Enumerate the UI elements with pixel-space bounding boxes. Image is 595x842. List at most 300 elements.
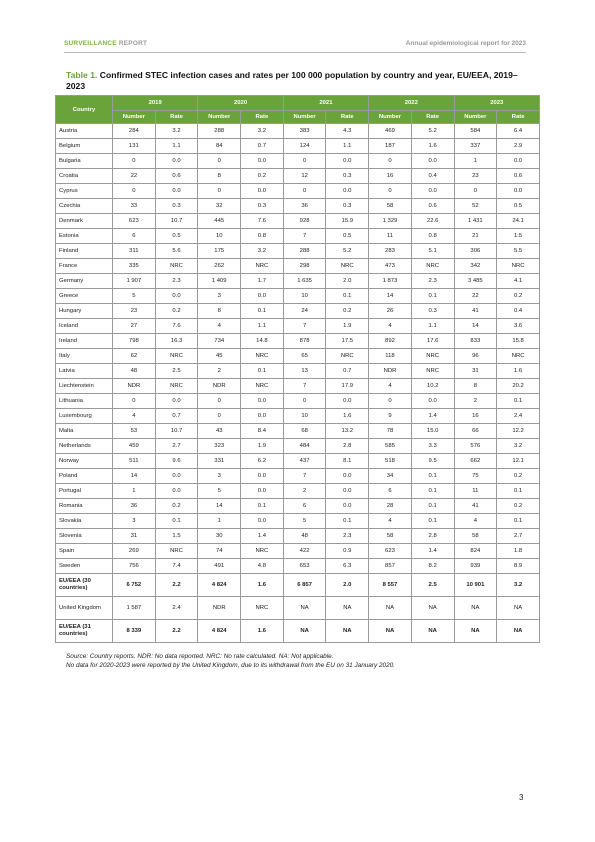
table-row: [56, 484, 540, 499]
rate-cell: 0.0: [155, 394, 198, 409]
number-cell: 1 409: [198, 274, 241, 289]
number-cell: 335: [113, 259, 156, 274]
rate-cell: 5.6: [155, 244, 198, 259]
rate-cell: 0.1: [155, 514, 198, 529]
number-cell: 306: [454, 244, 497, 259]
number-cell: 65: [283, 349, 326, 364]
table-row: [56, 199, 540, 214]
country-cell: EU/EEA (30 countries): [56, 574, 113, 597]
rate-cell: 1.1: [326, 139, 369, 154]
number-cell: 12: [283, 169, 326, 184]
rate-cell: 0.0: [155, 154, 198, 169]
number-cell: 576: [454, 439, 497, 454]
number-cell: 22: [454, 289, 497, 304]
number-cell: 518: [369, 454, 412, 469]
number-cell: 0: [369, 184, 412, 199]
rate-cell: NRC: [155, 544, 198, 559]
number-cell: 7: [283, 469, 326, 484]
rate-cell: 0.1: [497, 514, 540, 529]
number-cell: 298: [283, 259, 326, 274]
country-cell: EU/EEA (31 countries): [56, 620, 113, 643]
country-cell: Slovakia: [56, 514, 113, 529]
number-cell: 62: [113, 349, 156, 364]
number-cell: NA: [283, 620, 326, 643]
number-cell: 68: [283, 424, 326, 439]
table-row: [56, 184, 540, 199]
number-cell: 323: [198, 439, 241, 454]
number-cell: 4: [198, 319, 241, 334]
table-row: [56, 514, 540, 529]
total-row: [56, 574, 540, 597]
number-cell: 469: [369, 124, 412, 139]
rate-cell: 0.0: [497, 154, 540, 169]
rate-cell: 6.3: [326, 559, 369, 574]
table-caption-label: Table 1.: [66, 70, 98, 80]
country-cell: Portugal: [56, 484, 113, 499]
total-row: [56, 620, 540, 643]
rate-column-header: Rate: [497, 111, 540, 124]
country-cell: Hungary: [56, 304, 113, 319]
number-cell: 1 329: [369, 214, 412, 229]
number-cell: 653: [283, 559, 326, 574]
number-cell: 31: [454, 364, 497, 379]
number-cell: 58: [454, 529, 497, 544]
number-cell: 14: [198, 499, 241, 514]
rate-cell: 1.4: [411, 544, 454, 559]
rate-cell: 1.4: [411, 409, 454, 424]
rate-cell: 0.0: [155, 484, 198, 499]
number-cell: 4: [454, 514, 497, 529]
rate-cell: 0.2: [241, 169, 284, 184]
rate-cell: 0.0: [411, 394, 454, 409]
rate-cell: 0.1: [497, 484, 540, 499]
number-cell: NDR: [198, 379, 241, 394]
country-column-header: Country: [56, 96, 113, 124]
rate-cell: 13.2: [326, 424, 369, 439]
number-cell: 337: [454, 139, 497, 154]
number-cell: 734: [198, 334, 241, 349]
number-cell: 27: [113, 319, 156, 334]
rate-cell: NRC: [326, 349, 369, 364]
rate-cell: 0.1: [326, 289, 369, 304]
number-cell: 84: [198, 139, 241, 154]
rate-column-header: Rate: [326, 111, 369, 124]
number-cell: 585: [369, 439, 412, 454]
country-cell: Denmark: [56, 214, 113, 229]
number-cell: 4 824: [198, 620, 241, 643]
rate-column-header: Rate: [411, 111, 454, 124]
rate-cell: NRC: [241, 349, 284, 364]
rate-cell: 3.3: [411, 439, 454, 454]
table-row: [56, 274, 540, 289]
country-cell: Slovenia: [56, 529, 113, 544]
number-cell: 3: [198, 289, 241, 304]
rate-cell: 9.5: [411, 454, 454, 469]
number-cell: 74: [198, 544, 241, 559]
number-cell: 0: [113, 154, 156, 169]
rate-cell: NRC: [241, 544, 284, 559]
rate-cell: 0.4: [497, 304, 540, 319]
rate-cell: 0.0: [326, 154, 369, 169]
table-row: [56, 214, 540, 229]
year-header: 2019: [113, 96, 198, 111]
number-cell: 288: [283, 244, 326, 259]
rate-cell: 0.5: [497, 199, 540, 214]
rate-cell: 1.6: [241, 574, 284, 597]
rate-cell: 1.1: [241, 319, 284, 334]
number-cell: 28: [369, 499, 412, 514]
rate-cell: 1.6: [326, 409, 369, 424]
rate-cell: 0.0: [155, 289, 198, 304]
rate-cell: 0.5: [326, 229, 369, 244]
number-column-header: Number: [113, 111, 156, 124]
rate-cell: 0.9: [326, 544, 369, 559]
table-row: [56, 349, 540, 364]
number-cell: 0: [369, 394, 412, 409]
rate-cell: 0.0: [241, 394, 284, 409]
country-cell: Sweden: [56, 559, 113, 574]
rate-cell: 0.0: [326, 469, 369, 484]
number-cell: 1 873: [369, 274, 412, 289]
rate-cell: 0.8: [241, 229, 284, 244]
number-cell: 32: [198, 199, 241, 214]
table-notes: [66, 652, 546, 670]
table-row: [56, 454, 540, 469]
country-cell: Romania: [56, 499, 113, 514]
number-cell: 857: [369, 559, 412, 574]
rate-cell: 0.0: [241, 154, 284, 169]
rate-cell: 6.2: [241, 454, 284, 469]
table-row: [56, 469, 540, 484]
rate-cell: 15.9: [326, 214, 369, 229]
number-cell: 45: [198, 349, 241, 364]
number-cell: 262: [198, 259, 241, 274]
number-cell: 13: [283, 364, 326, 379]
report-title-header: Annual epidemiological report for 2023: [405, 40, 526, 47]
rate-cell: 2.5: [411, 574, 454, 597]
rate-cell: 0.7: [155, 409, 198, 424]
rate-cell: 2.7: [155, 439, 198, 454]
rate-cell: NRC: [497, 349, 540, 364]
rate-cell: 5.5: [497, 244, 540, 259]
table-row: [56, 259, 540, 274]
rate-cell: 1.1: [155, 139, 198, 154]
country-cell: Malta: [56, 424, 113, 439]
rate-cell: 2.7: [497, 529, 540, 544]
number-cell: 21: [454, 229, 497, 244]
rate-cell: NA: [411, 620, 454, 643]
country-cell: Latvia: [56, 364, 113, 379]
number-cell: 6 857: [283, 574, 326, 597]
rate-cell: 3.2: [155, 124, 198, 139]
rate-cell: 2.8: [326, 439, 369, 454]
number-column-header: Number: [369, 111, 412, 124]
rate-cell: 0.6: [155, 169, 198, 184]
number-cell: 511: [113, 454, 156, 469]
country-cell: Belgium: [56, 139, 113, 154]
table-caption: [66, 70, 536, 91]
number-cell: 5: [283, 514, 326, 529]
rate-cell: 0.0: [241, 514, 284, 529]
rate-cell: NRC: [411, 349, 454, 364]
number-cell: NA: [369, 620, 412, 643]
number-cell: 4: [113, 409, 156, 424]
rate-cell: 2.8: [411, 529, 454, 544]
number-cell: 0: [198, 394, 241, 409]
number-cell: 16: [369, 169, 412, 184]
number-cell: 1 431: [454, 214, 497, 229]
rate-cell: 0.7: [241, 139, 284, 154]
rate-cell: 1.1: [411, 319, 454, 334]
rate-cell: 5.2: [411, 124, 454, 139]
number-cell: 23: [454, 169, 497, 184]
rate-cell: 0.0: [326, 499, 369, 514]
rate-cell: NRC: [241, 259, 284, 274]
number-cell: 187: [369, 139, 412, 154]
rate-cell: 0.1: [411, 514, 454, 529]
rate-cell: 17.5: [326, 334, 369, 349]
rate-cell: 0.0: [155, 469, 198, 484]
rate-cell: 0.0: [155, 184, 198, 199]
number-cell: 0: [113, 394, 156, 409]
country-cell: Poland: [56, 469, 113, 484]
number-cell: 7: [283, 229, 326, 244]
table-row: [56, 289, 540, 304]
rate-cell: 3.2: [497, 439, 540, 454]
rate-cell: 0.0: [241, 409, 284, 424]
country-cell: Luxembourg: [56, 409, 113, 424]
number-cell: 8: [198, 169, 241, 184]
rate-cell: 20.2: [497, 379, 540, 394]
number-cell: 8: [198, 304, 241, 319]
table-row: [56, 154, 540, 169]
number-cell: 824: [454, 544, 497, 559]
rate-cell: 1.4: [241, 529, 284, 544]
number-cell: 7: [283, 319, 326, 334]
country-cell: France: [56, 259, 113, 274]
country-cell: Liechtenstein: [56, 379, 113, 394]
number-cell: 48: [113, 364, 156, 379]
country-cell: Italy: [56, 349, 113, 364]
number-cell: 2: [454, 394, 497, 409]
number-cell: 34: [369, 469, 412, 484]
number-cell: 0: [369, 154, 412, 169]
rate-cell: 16.3: [155, 334, 198, 349]
number-cell: 798: [113, 334, 156, 349]
rate-cell: 22.6: [411, 214, 454, 229]
number-cell: 342: [454, 259, 497, 274]
rate-cell: 0.2: [326, 304, 369, 319]
rate-cell: 7.6: [241, 214, 284, 229]
rate-cell: 7.4: [155, 559, 198, 574]
rate-cell: 15.8: [497, 334, 540, 349]
number-cell: 26: [369, 304, 412, 319]
country-cell: Ireland: [56, 334, 113, 349]
rate-cell: 0.2: [155, 499, 198, 514]
country-cell: Cyprus: [56, 184, 113, 199]
number-cell: 8 557: [369, 574, 412, 597]
number-cell: NA: [454, 597, 497, 620]
rate-cell: 2.3: [326, 529, 369, 544]
rate-cell: NA: [326, 620, 369, 643]
table-row: [56, 139, 540, 154]
table-row: [56, 124, 540, 139]
number-cell: 939: [454, 559, 497, 574]
rate-cell: 0.3: [326, 199, 369, 214]
rate-cell: 4.1: [497, 274, 540, 289]
number-cell: 473: [369, 259, 412, 274]
rate-cell: 3.2: [241, 124, 284, 139]
rate-cell: 2.2: [155, 574, 198, 597]
rate-cell: 0.3: [241, 199, 284, 214]
number-cell: 24: [283, 304, 326, 319]
table-row: [56, 244, 540, 259]
number-cell: 6 752: [113, 574, 156, 597]
report-series-label: [64, 40, 147, 47]
rate-cell: 0.0: [326, 394, 369, 409]
rate-column-header: Rate: [155, 111, 198, 124]
rate-cell: 2.5: [155, 364, 198, 379]
table-row: [56, 229, 540, 244]
number-cell: 383: [283, 124, 326, 139]
number-cell: 1: [198, 514, 241, 529]
number-column-header: Number: [283, 111, 326, 124]
number-cell: 36: [113, 499, 156, 514]
table-row: [56, 409, 540, 424]
rate-cell: 0.1: [411, 289, 454, 304]
number-cell: 96: [454, 349, 497, 364]
rate-cell: 12.1: [497, 454, 540, 469]
country-cell: Croatia: [56, 169, 113, 184]
number-cell: 284: [113, 124, 156, 139]
country-cell: Spain: [56, 544, 113, 559]
rate-cell: 0.6: [411, 199, 454, 214]
rate-cell: 1.7: [241, 274, 284, 289]
rate-cell: NA: [411, 597, 454, 620]
number-cell: 16: [454, 409, 497, 424]
rate-cell: 4.3: [326, 124, 369, 139]
number-cell: 0: [283, 394, 326, 409]
rate-cell: 0.1: [241, 499, 284, 514]
table-row: [56, 559, 540, 574]
rate-cell: 1.9: [326, 319, 369, 334]
number-cell: 584: [454, 124, 497, 139]
number-cell: 22: [113, 169, 156, 184]
table-row: [56, 379, 540, 394]
number-cell: 0: [198, 154, 241, 169]
country-cell: Norway: [56, 454, 113, 469]
rate-cell: 2.0: [326, 274, 369, 289]
rate-cell: 0.1: [241, 304, 284, 319]
rate-cell: 17.6: [411, 334, 454, 349]
table-caption-text: Confirmed STEC infection cases and rates per 100 000 population by country and year, EU/EEA, 2019–2023: [66, 70, 518, 91]
number-cell: 6: [113, 229, 156, 244]
year-header: 2023: [454, 96, 540, 111]
number-cell: 1: [113, 484, 156, 499]
number-cell: 31: [113, 529, 156, 544]
rate-cell: 0.2: [497, 289, 540, 304]
rate-cell: 2.4: [155, 597, 198, 620]
rate-cell: 14.8: [241, 334, 284, 349]
rate-cell: NA: [497, 597, 540, 620]
number-cell: 5: [113, 289, 156, 304]
table-header-years-row: [56, 96, 540, 111]
number-cell: 8 339: [113, 620, 156, 643]
rate-column-header: Rate: [241, 111, 284, 124]
number-cell: 283: [369, 244, 412, 259]
report-series-rest: REPORT: [116, 40, 148, 47]
rate-cell: 0.3: [411, 304, 454, 319]
rate-cell: 2.9: [497, 139, 540, 154]
rate-cell: 2.3: [155, 274, 198, 289]
number-cell: 2: [198, 364, 241, 379]
number-cell: 175: [198, 244, 241, 259]
table-row: [56, 544, 540, 559]
rate-cell: 10.7: [155, 424, 198, 439]
number-column-header: Number: [454, 111, 497, 124]
rate-cell: NRC: [241, 597, 284, 620]
number-cell: 14: [369, 289, 412, 304]
rate-cell: 0.0: [241, 469, 284, 484]
number-cell: 0: [113, 184, 156, 199]
number-cell: 23: [113, 304, 156, 319]
number-cell: 288: [198, 124, 241, 139]
rate-cell: 5.1: [411, 244, 454, 259]
rate-cell: 10.2: [411, 379, 454, 394]
table-row: [56, 169, 540, 184]
number-cell: 4: [369, 379, 412, 394]
rate-cell: 0.0: [326, 184, 369, 199]
number-cell: 6: [283, 499, 326, 514]
number-cell: NA: [454, 620, 497, 643]
number-cell: 623: [369, 544, 412, 559]
rate-cell: 0.3: [155, 199, 198, 214]
rate-cell: 8.4: [241, 424, 284, 439]
number-cell: 41: [454, 499, 497, 514]
number-cell: 78: [369, 424, 412, 439]
country-cell: Czechia: [56, 199, 113, 214]
number-cell: 0: [454, 184, 497, 199]
rate-cell: 5.2: [326, 244, 369, 259]
rate-cell: 0.2: [497, 469, 540, 484]
rate-cell: 1.6: [241, 620, 284, 643]
running-header: [64, 40, 526, 53]
rate-cell: 8.1: [326, 454, 369, 469]
rate-cell: 0.4: [411, 169, 454, 184]
rate-cell: 2.2: [155, 620, 198, 643]
table-row: [56, 394, 540, 409]
rate-cell: 0.1: [411, 484, 454, 499]
number-cell: 0: [283, 154, 326, 169]
number-cell: 58: [369, 529, 412, 544]
rate-cell: 0.5: [155, 229, 198, 244]
number-cell: 124: [283, 139, 326, 154]
number-cell: 75: [454, 469, 497, 484]
number-cell: 756: [113, 559, 156, 574]
country-cell: Austria: [56, 124, 113, 139]
number-cell: 48: [283, 529, 326, 544]
number-cell: 10: [198, 229, 241, 244]
number-cell: 422: [283, 544, 326, 559]
rate-cell: 8.2: [411, 559, 454, 574]
rate-cell: 1.8: [497, 544, 540, 559]
rate-cell: NRC: [155, 349, 198, 364]
rate-cell: 7.6: [155, 319, 198, 334]
rate-cell: 0.1: [411, 499, 454, 514]
country-cell: Iceland: [56, 319, 113, 334]
uk-note: No data for 2020-2023 were reported by the United Kingdom, due to its withdrawal from the EU on 31 January 2020.: [66, 662, 395, 669]
number-cell: 53: [113, 424, 156, 439]
